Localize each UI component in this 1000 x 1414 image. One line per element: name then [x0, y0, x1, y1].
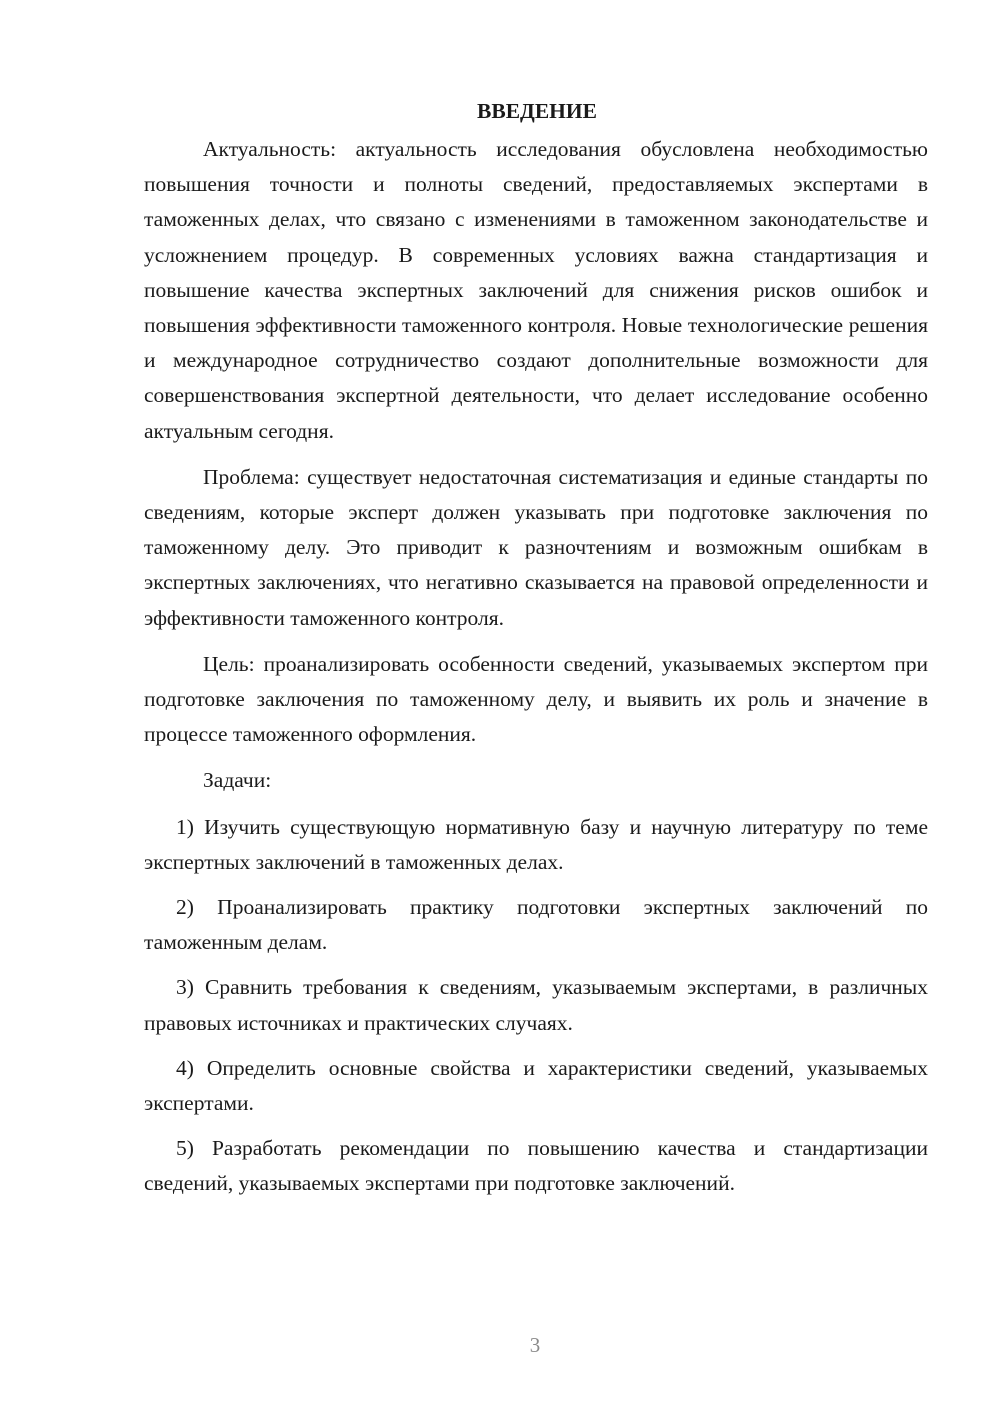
task-item-4: 4) Определить основные свойства и характеристики сведений, указываемых экспертами.	[144, 1055, 928, 1116]
page-content	[144, 96, 928, 1212]
paragraph-relevance: Актуальность: актуальность исследования обусловлена необходимостью повышения точности и полноты сведений, предоставляемых экспертами в таможенных делах, что связано с изменениями в таможенном законодательстве и усложнением процедур. В современных условиях важна стандартизация и повышение качества экспертных заключений для снижения рисков ошибок и повышения эффективности таможенного контроля. Новые технологические решения и международное сотрудничество создают дополнительные возможности для совершенствования экспертной деятельности, что делает исследование особенно актуальным сегодня.	[144, 137, 928, 443]
task-item-2: 2) Проанализировать практику подготовки экспертных заключений по таможенным делам.	[144, 895, 928, 955]
page-number: 3	[529, 1333, 541, 1357]
task-item-5: 5) Разработать рекомендации по повышению качества и стандартизации сведений, указываемых экспертами при подготовке заключений.	[144, 1136, 928, 1196]
tasks-title: Задачи:	[203, 768, 272, 793]
section-heading: ВВЕДЕНИЕ	[477, 99, 597, 123]
paragraph-goal: Цель: проанализировать особенности сведений, указываемых экспертом при подготовке заключения по таможенному делу, и выявить их роль и значение в процессе таможенного оформления.	[144, 651, 928, 747]
paragraph-problem: Проблема: существует недостаточная систематизация и единые стандарты по сведениям, которые эксперт должен указывать при подготовке заключения по таможенному делу. Это приводит к разночтениям и возможным ошибкам в экспертных заключениях, что негативно сказывается на правовой определенности и эффективности таможенного контроля.	[144, 464, 928, 630]
task-item-3: 3) Сравнить требования к сведениям, указываемым экспертами, в различных правовых источниках и практических случаях.	[144, 975, 928, 1035]
task-item-1: 1) Изучить существующую нормативную базу и научную литературу по теме экспертных заключений в таможенных делах.	[144, 814, 928, 874]
